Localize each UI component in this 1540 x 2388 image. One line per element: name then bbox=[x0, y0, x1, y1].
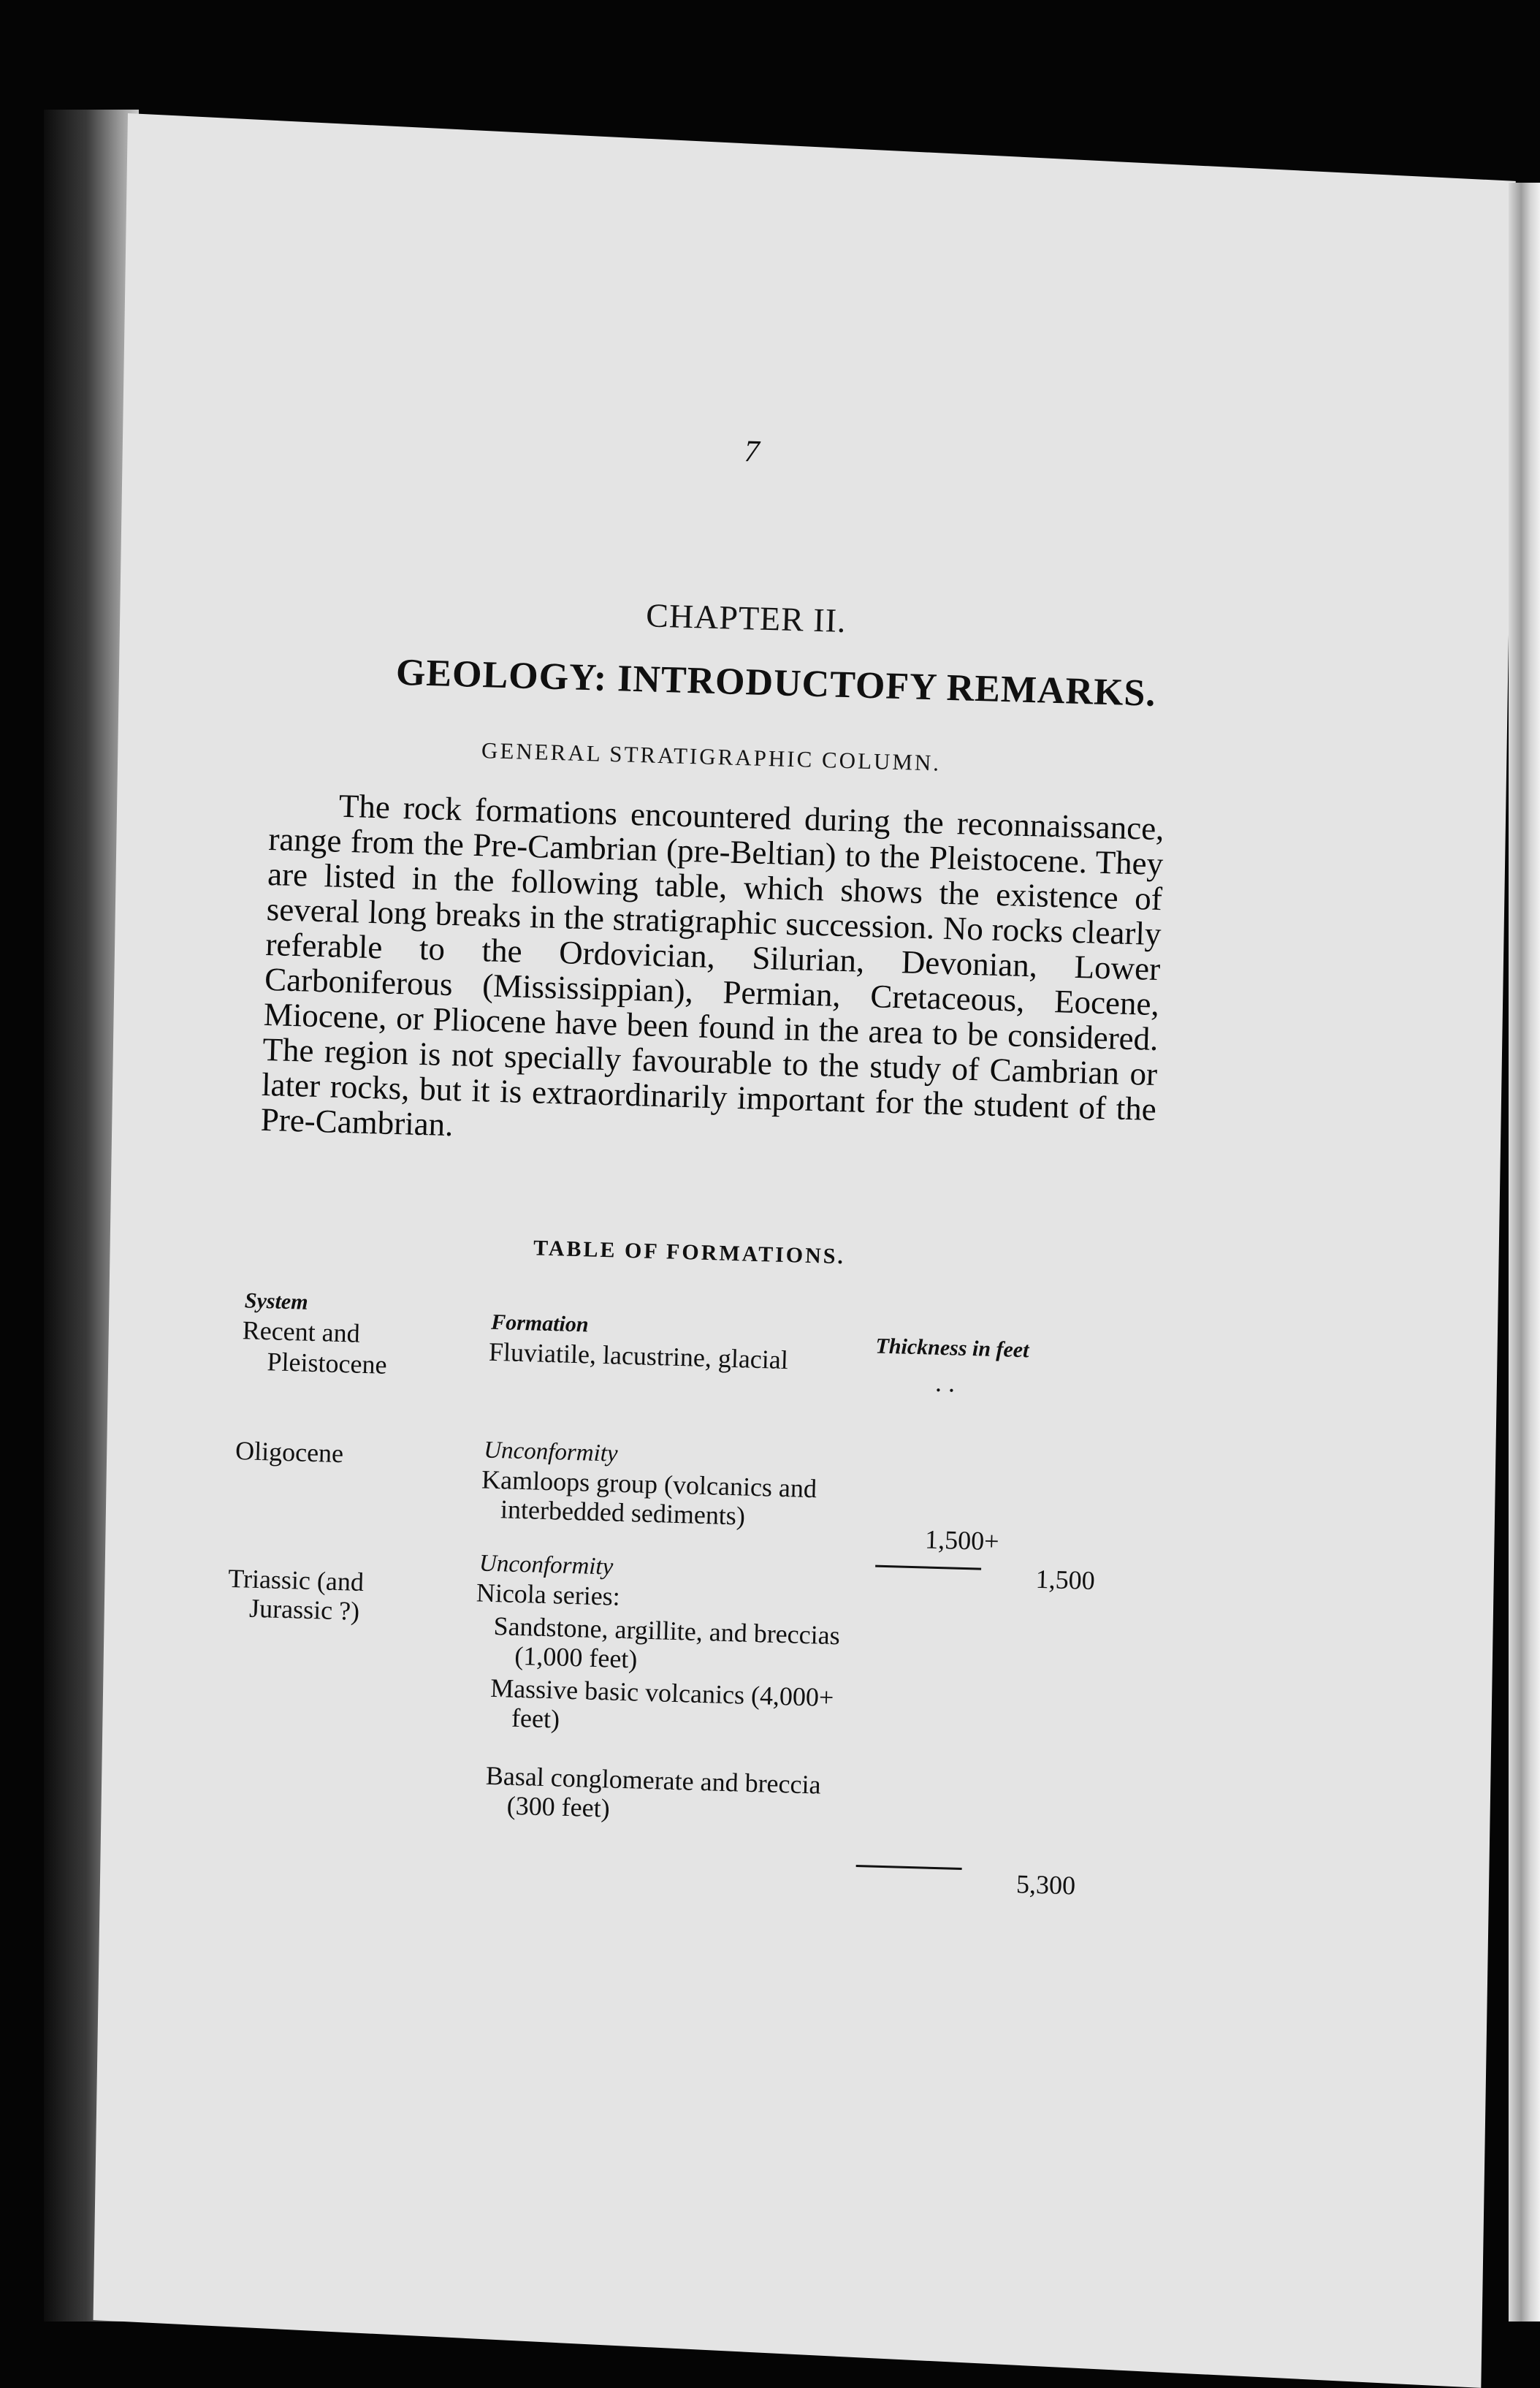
total-triassic: 5,300 bbox=[1015, 1869, 1076, 1901]
subtotal-rule-1 bbox=[875, 1565, 981, 1570]
formation-triassic-sub2-line1: Massive basic volcanics (4,000+ bbox=[489, 1673, 834, 1713]
body-text bbox=[260, 786, 1164, 1162]
chapter-heading: CHAPTER II. bbox=[645, 596, 847, 639]
thickness-recent: . . bbox=[934, 1367, 956, 1398]
system-recent-line1: Recent and bbox=[242, 1315, 361, 1348]
system-triassic-line1: Triassic (and bbox=[227, 1563, 365, 1597]
subtotal-rule-2 bbox=[856, 1865, 962, 1870]
formation-triassic-sub3-line1: Basal conglomerate and breccia bbox=[485, 1760, 822, 1800]
system-triassic-line2: Jurassic ?) bbox=[248, 1593, 360, 1626]
header-formation: Formation bbox=[490, 1309, 590, 1337]
header-thickness: Thickness in feet bbox=[875, 1334, 1029, 1363]
table-title: TABLE OF FORMATIONS. bbox=[533, 1236, 846, 1269]
body-paragraph: The rock formations encountered during the reconnaissance, range from the Pre-Cambrian (pre-Beltian) to the Pleistocene. They are listed in the following table, which shows the existence of several long breaks in the stratigraphic succession. No rocks clearly referable to the Ordovician, Silurian, Devonian, Lower Carboniferous (Mississippian), Permian, Cretaceous, Eocene, Miocene, or Pliocene have been found in the area to be considered. The region is not specially favourable to the study of Cambrian or later rocks, but it is extraordinarily important for the student of the Pre-Cambrian. bbox=[260, 787, 1165, 1144]
chapter-title: GEOLOGY: INTRODUCTOFY REMARKS. bbox=[395, 651, 1157, 715]
formation-triassic: Nicola series: bbox=[476, 1578, 621, 1611]
page-number: 7 bbox=[744, 434, 761, 469]
thickness-oligocene: 1,500+ bbox=[924, 1524, 1000, 1556]
formation-triassic-sub3-line2: (300 feet) bbox=[506, 1790, 611, 1823]
system-oligocene: Oligocene bbox=[235, 1436, 344, 1469]
formation-triassic-sub1-line2: (1,000 feet) bbox=[514, 1640, 638, 1674]
formation-triassic-sub2-line2: feet) bbox=[511, 1703, 560, 1734]
section-heading: GENERAL STRATIGRAPHIC COLUMN. bbox=[481, 737, 942, 776]
system-recent-line2: Pleistocene bbox=[267, 1347, 388, 1380]
unconformity-2: Unconformity bbox=[479, 1550, 614, 1581]
header-system: System bbox=[244, 1288, 309, 1315]
formation-oligocene-line1: Kamloops group (volcanics and bbox=[481, 1464, 817, 1504]
unconformity-1: Unconformity bbox=[483, 1437, 619, 1467]
formation-triassic-sub1-line1: Sandstone, argillite, and breccias bbox=[493, 1611, 841, 1651]
formation-oligocene-line2: interbedded sediments) bbox=[500, 1494, 746, 1531]
formation-recent: Fluviatile, lacustrine, glacial bbox=[488, 1336, 789, 1375]
total-oligocene: 1,500 bbox=[1035, 1564, 1096, 1595]
